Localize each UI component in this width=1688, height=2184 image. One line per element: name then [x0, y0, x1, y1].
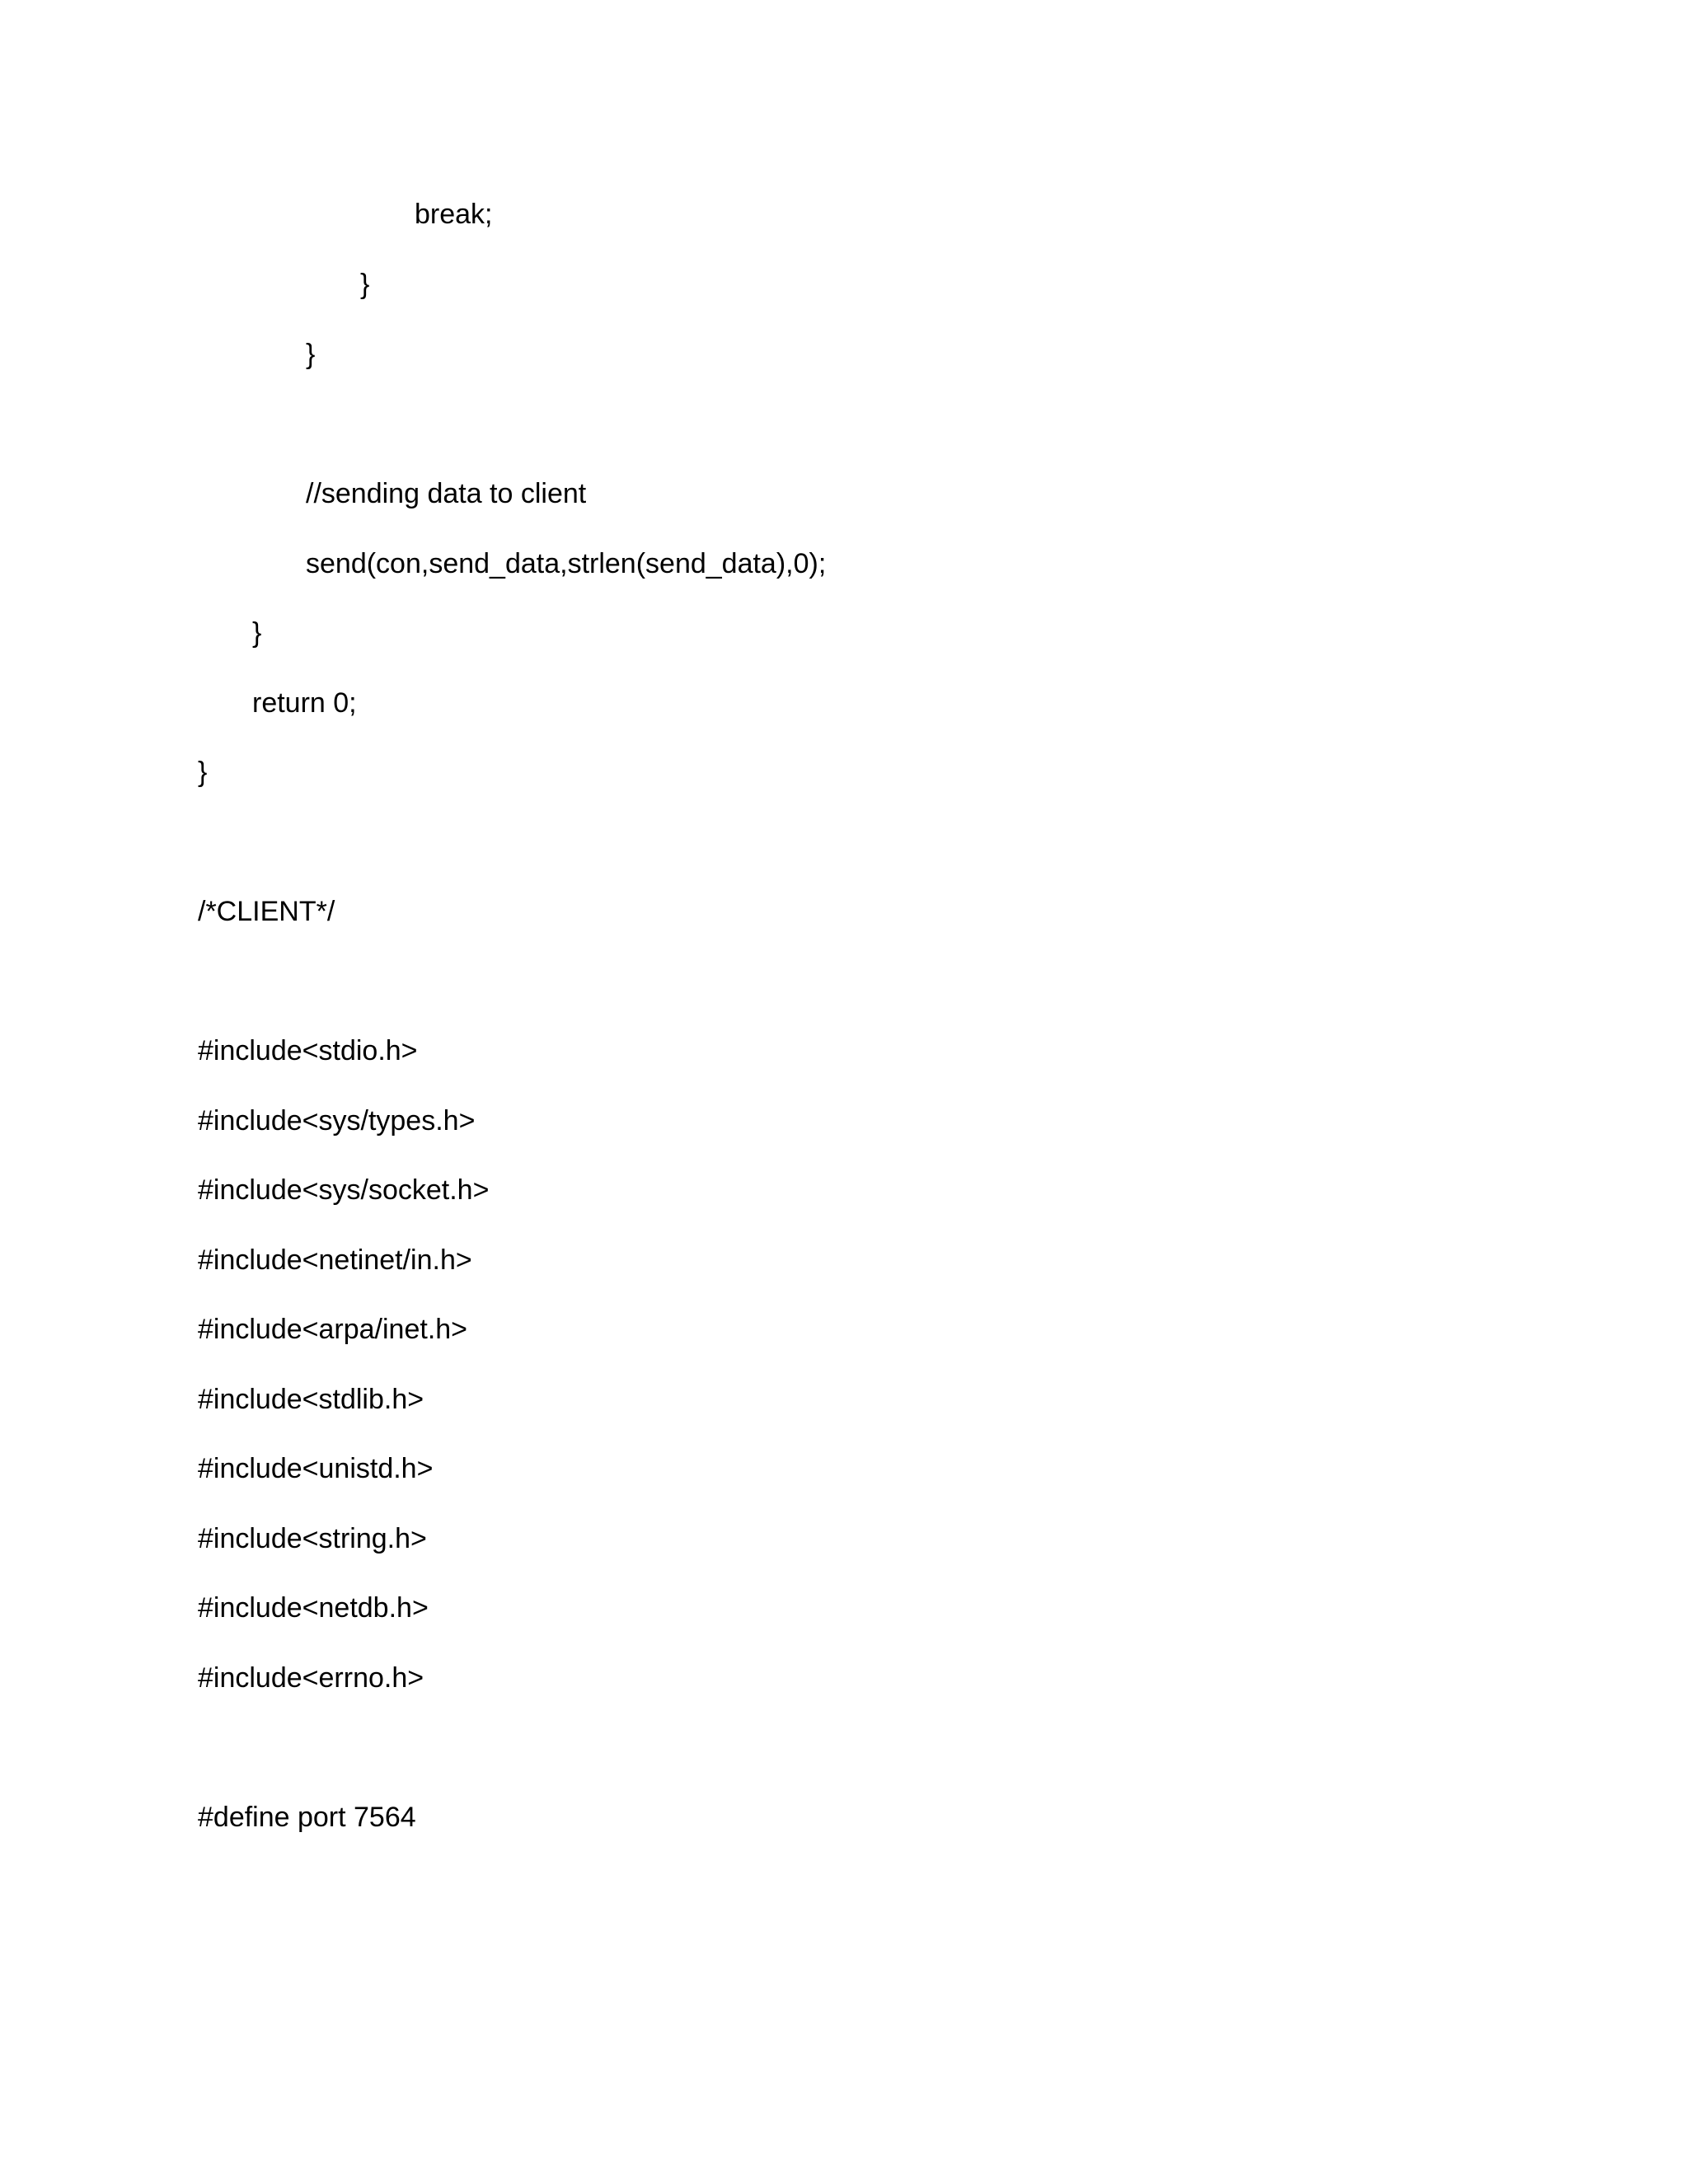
code-line-return: return 0;	[252, 687, 357, 719]
code-include-unistd: #include<unistd.h>	[198, 1453, 434, 1484]
code-include-string: #include<string.h>	[198, 1523, 427, 1554]
code-define-port: #define port 7564	[198, 1802, 416, 1833]
code-include-arpa-inet: #include<arpa/inet.h>	[198, 1314, 468, 1345]
code-include-errno: #include<errno.h>	[198, 1662, 424, 1694]
code-include-sys-types: #include<sys/types.h>	[198, 1105, 476, 1137]
code-include-sys-socket: #include<sys/socket.h>	[198, 1174, 490, 1206]
code-line-send-call: send(con,send_data,strlen(send_data),0);	[306, 548, 827, 579]
code-line-closing-brace: }	[252, 617, 262, 649]
code-comment-sending-data: //sending data to client	[306, 478, 587, 509]
code-line-closing-brace: }	[198, 757, 208, 788]
code-include-netdb: #include<netdb.h>	[198, 1592, 429, 1624]
code-include-stdio: #include<stdio.h>	[198, 1035, 418, 1066]
code-line-closing-brace: }	[360, 269, 370, 300]
code-include-stdlib: #include<stdlib.h>	[198, 1384, 424, 1415]
code-line-closing-brace: }	[306, 339, 316, 370]
code-line-break: break;	[415, 199, 493, 230]
code-include-netinet-in: #include<netinet/in.h>	[198, 1244, 472, 1276]
code-comment-client: /*CLIENT*/	[198, 896, 335, 927]
